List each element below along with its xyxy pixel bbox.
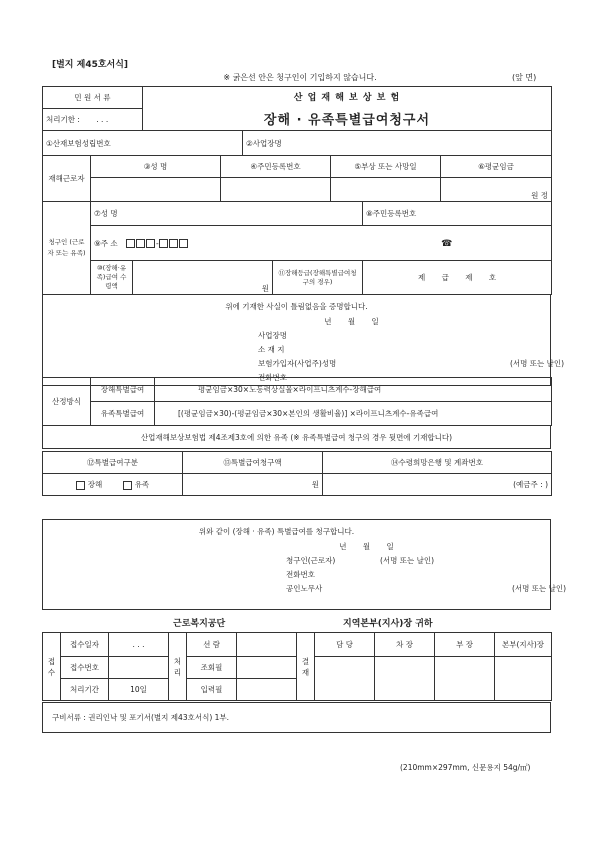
checkbox-icon[interactable] xyxy=(76,481,85,490)
org-subtitle: 산 업 재 해 보 상 보 험 xyxy=(293,92,401,103)
benefit-amount-label: ⑩(장해·유족)급여 수령액 xyxy=(91,261,133,295)
survivor-note: 산업재해보상보험법 제4조제3호에 의한 유족 (※ 유족특별급여 청구의 경우 뒷면에 기재합니다) xyxy=(43,426,551,449)
processing-period-label: 처리기간 xyxy=(61,679,109,701)
approver-staff-sign[interactable] xyxy=(315,657,375,701)
benefit-claim-amount-input[interactable] xyxy=(183,474,323,496)
inquiry-label: 조회필 xyxy=(187,657,237,679)
received-number-value[interactable] xyxy=(109,657,169,679)
postal-separator: - xyxy=(156,238,159,248)
selection-label: 선 람 xyxy=(187,633,237,657)
processing-dots: . . . xyxy=(96,115,109,124)
option-disability[interactable]: 장해 xyxy=(76,480,103,489)
avg-wage-input[interactable] xyxy=(441,178,552,202)
attachment-block xyxy=(42,702,551,733)
claimant-phone-line[interactable]: 전화번호 xyxy=(286,570,315,579)
postal-code-boxes[interactable] xyxy=(126,239,191,248)
org-name: 근로복지공단 xyxy=(173,619,226,629)
benefit-type-label: ⑫특별급여구분 xyxy=(43,452,183,474)
survivor-formula: [(평균임금×30)-(평균임금×30×본인의 생활비율)] ×라이프니츠계수-유족급여 xyxy=(155,402,552,426)
branch-name: 지역본부(지사)장 귀하 xyxy=(343,619,433,629)
office-use-block xyxy=(42,632,552,701)
benefit-claim-amount-label: ⑬특별급여청구액 xyxy=(183,452,323,474)
employer-address-line[interactable]: 소 재 지 xyxy=(258,345,285,354)
employer-owner-label: 보험가입자(사업주)성명 xyxy=(258,359,337,368)
claimant-name-field[interactable] xyxy=(91,202,363,226)
approver-staff: 담 당 xyxy=(315,633,375,657)
worker-rrn-label: ④주민등록번호 xyxy=(221,156,331,178)
inquiry-value[interactable] xyxy=(237,657,297,679)
form-number: [별지 제45호서식] xyxy=(52,60,129,70)
title-block xyxy=(42,86,552,131)
calculation-method-block xyxy=(42,377,552,426)
benefit-amount-unit: 원 xyxy=(261,284,269,293)
workplace-block xyxy=(42,130,552,156)
avg-wage-unit: 원 정 xyxy=(531,191,548,200)
processing-deadline xyxy=(43,109,143,131)
calc-label: 산정방식 xyxy=(43,378,91,426)
petition-label: 민 원 서 류 xyxy=(43,87,143,109)
processing-label: 처리기한 : xyxy=(46,115,80,124)
labor-attorney-label: 공인노무사 xyxy=(286,584,323,593)
bank-account-input[interactable] xyxy=(323,474,552,496)
claimant-address-label: ⑨주 소 xyxy=(94,238,118,248)
approver-deputy-sign[interactable] xyxy=(375,657,435,701)
claimant-sign-label: 청구인(근로자) xyxy=(286,556,336,565)
worker-name-input[interactable] xyxy=(91,178,221,202)
injured-worker-block xyxy=(42,155,552,202)
injury-date-label: ⑤부상 또는 사망일 xyxy=(331,156,441,178)
reception-label: 접 수 xyxy=(43,633,61,701)
header-note: ※ 굵은선 안은 청구인이 기입하지 않습니다. xyxy=(223,73,377,82)
input-done-label: 입력필 xyxy=(187,679,237,701)
confirm-date: 년 월 일 xyxy=(324,317,379,326)
disability-grade-label: ⑪장해등급(장해특별급여청구의 경우) xyxy=(273,261,363,295)
confirm-text: 위에 기재한 사실이 틀림없음을 증명합니다. xyxy=(225,302,368,311)
employer-confirmation xyxy=(42,294,565,386)
employer-workplace-line[interactable]: 사업장명 xyxy=(258,331,287,340)
received-number-label: 접수번호 xyxy=(61,657,109,679)
paper-spec: (210mm×297mm, 신문용지 54g/㎡) xyxy=(400,763,531,772)
benefit-amount-input[interactable] xyxy=(133,261,273,295)
approver-branch-head: 본부(지사)장 xyxy=(495,633,552,657)
injured-worker-label: 재해근로자 xyxy=(43,156,91,202)
claimant-sign-note: (서명 또는 날인) xyxy=(380,556,435,565)
approver-manager: 부 장 xyxy=(435,633,495,657)
worker-rrn-input[interactable] xyxy=(221,178,331,202)
labor-attorney-line[interactable] xyxy=(286,582,567,596)
avg-wage-label: ⑥평균임금 xyxy=(441,156,552,178)
disability-formula: 평균임금×30×노동력상실율×라이프니츠계수-장해급여 xyxy=(155,378,552,402)
disability-benefit-label: 장해특별급여 xyxy=(91,378,155,402)
attachment-note: 구비서류 : 권리인낙 및 포기서(별지 제43호서식) 1부. xyxy=(43,703,551,733)
processing-period-value: 10일 xyxy=(109,679,169,701)
approver-deputy: 차 장 xyxy=(375,633,435,657)
bank-account-label: ⑭수령희망은행 및 계좌번호 xyxy=(323,452,552,474)
form-title: 장해 · 유족특별급여청구서 xyxy=(263,112,431,128)
workplace-name-field[interactable] xyxy=(243,131,552,156)
benefit-claim-amount-unit: 원 xyxy=(311,480,319,489)
insurance-number-field[interactable] xyxy=(43,131,243,156)
approval-label: 결 재 xyxy=(297,633,315,701)
labor-attorney-sign-note: (서명 또는 날인) xyxy=(512,584,567,593)
survivor-benefit-label: 유족특별급여 xyxy=(91,402,155,426)
employer-sign-label: (서명 또는 날인) xyxy=(510,359,565,368)
claim-text: 위와 같이 (장해 · 유족) 특별급여를 청구합니다. xyxy=(198,527,355,536)
claimant-rrn-label: ⑧주민등록번호 xyxy=(366,209,417,218)
employer-confirmation-cell xyxy=(43,295,565,386)
input-done-value[interactable] xyxy=(237,679,297,701)
claimant-name-label: ⑦성 명 xyxy=(94,209,118,218)
workplace-name-label: ②사업장명 xyxy=(246,138,282,148)
claimant-rrn-field[interactable] xyxy=(363,202,552,226)
option-survivor[interactable]: 유족 xyxy=(123,480,150,489)
claim-statement xyxy=(42,519,567,629)
claim-statement-cell xyxy=(43,520,567,629)
selection-value[interactable] xyxy=(237,633,297,657)
employer-phone-line[interactable]: 전화번호 xyxy=(258,373,287,382)
disability-grade-input[interactable] xyxy=(363,261,552,295)
approver-manager-sign[interactable] xyxy=(435,657,495,701)
grade-label: 제 급 제 호 xyxy=(417,273,497,282)
insurance-number-label: ①산재보험성립번호 xyxy=(46,138,111,148)
employer-owner-line[interactable] xyxy=(258,357,565,371)
title-cell xyxy=(143,87,552,131)
injury-date-input[interactable] xyxy=(331,178,441,202)
processing-side-label: 처 리 xyxy=(169,633,187,701)
benefit-request-block xyxy=(42,451,552,496)
received-date-value[interactable]: . . . xyxy=(109,633,169,657)
checkbox-icon[interactable] xyxy=(123,481,132,490)
claimant-block xyxy=(42,201,552,295)
claimant-label: 청구인 (근로자 또는 유족) xyxy=(43,202,91,295)
benefit-type-options xyxy=(43,474,183,496)
phone-icon: ☎ xyxy=(441,238,453,249)
survivor-note-block xyxy=(42,425,551,449)
claim-date: 년 월 일 xyxy=(339,542,394,551)
approver-branch-head-sign[interactable] xyxy=(495,657,552,701)
depositor-label: (예금주 : ) xyxy=(513,480,548,489)
received-date-label: 접수일자 xyxy=(61,633,109,657)
claimant-sign-line[interactable] xyxy=(286,554,547,568)
claimant-address-field[interactable] xyxy=(91,226,552,261)
front-label: (앞 면) xyxy=(512,73,537,82)
worker-name-label: ③성 명 xyxy=(91,156,221,178)
